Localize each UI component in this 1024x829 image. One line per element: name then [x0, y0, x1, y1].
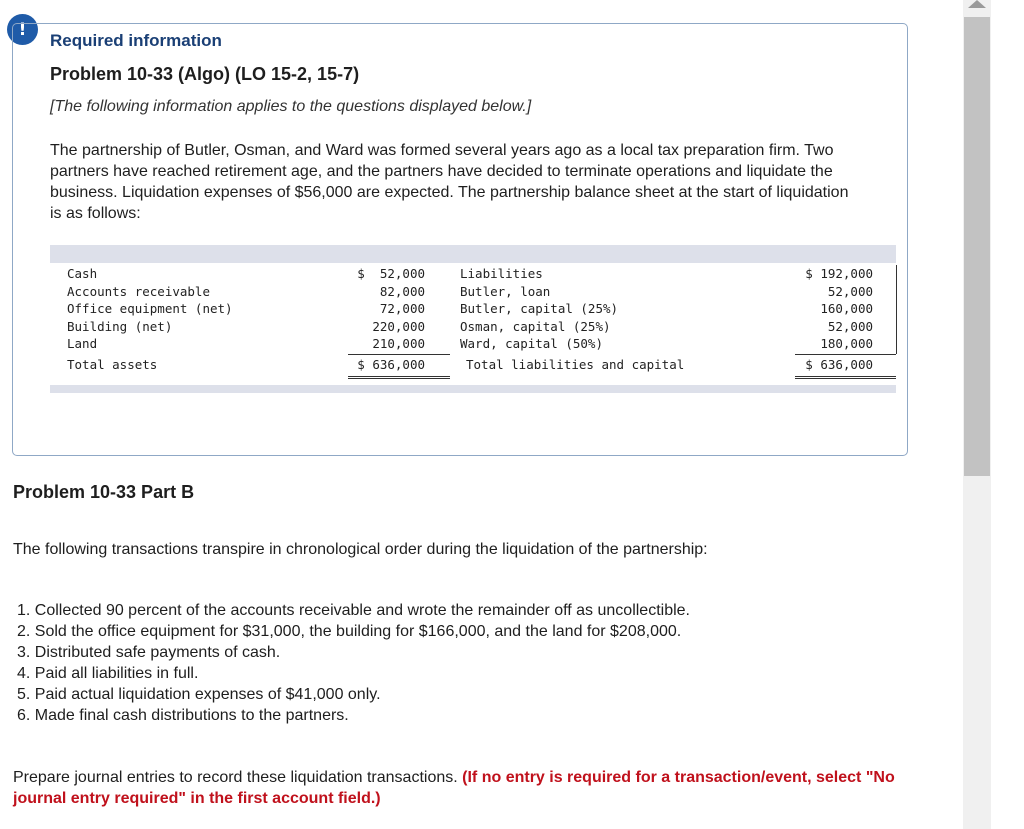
total-assets-label: Total assets	[67, 357, 158, 372]
scrollbar-thumb[interactable]	[964, 17, 990, 476]
instruction-hint: (If no entry is required for a transaction/event, select "No journal entry required" in the first account field.)	[13, 769, 895, 807]
list-item: 1. Collected 90 percent of the accounts receivable and wrote the remainder off as uncollectible.	[17, 602, 690, 619]
liability-values	[795, 265, 873, 353]
journal-instruction	[13, 767, 933, 809]
applies-note: [The following information applies to the questions displayed below.]	[50, 98, 532, 115]
liability-label: Butler, loan	[460, 283, 551, 299]
list-item: 4. Paid all liabilities in full.	[17, 665, 199, 682]
liability-value: $ 192,000	[805, 266, 873, 281]
asset-value: 220,000	[372, 318, 425, 334]
asset-label: Accounts receivable	[67, 283, 210, 299]
liability-label: Osman, capital (25%)	[460, 318, 611, 334]
liability-value: 52,000	[827, 318, 873, 334]
liabilities-total-double-rule	[795, 376, 896, 379]
liabilities-subtotal-rule	[795, 354, 896, 355]
list-item: 3. Distributed safe payments of cash.	[17, 644, 281, 661]
asset-label: Land	[67, 336, 98, 352]
list-item: 5. Paid actual liquidation expenses of $41,000 only.	[17, 686, 381, 703]
asset-value: 72,000	[379, 301, 425, 317]
asset-labels	[67, 265, 233, 353]
problem-title: Problem 10-33 (Algo) (LO 15-2, 15-7)	[50, 64, 360, 84]
total-assets-value: $ 636,000	[357, 357, 425, 372]
list-item: 6. Made final cash distributions to the partners.	[17, 707, 349, 724]
total-liabilities-label: Total liabilities and capital	[466, 357, 685, 372]
alert-icon: !	[7, 14, 38, 45]
liability-value: 160,000	[820, 301, 873, 317]
liability-value: 180,000	[820, 336, 873, 352]
asset-values	[348, 265, 425, 353]
liability-labels	[460, 265, 618, 353]
transaction-list	[13, 600, 690, 726]
scroll-up-icon[interactable]	[968, 0, 986, 8]
asset-value: 210,000	[372, 336, 425, 352]
liability-value: 52,000	[827, 283, 873, 299]
problem-description: The partnership of Butler, Osman, and Ward was formed several years ago as a local tax preparation firm. Two partners have reached retirement age, and the partners have decided to terminate operations and liquidate the business. Liquidation expenses of $56,000 are expected. The partnership balance sheet at the start of liquidation is as follows:	[50, 142, 849, 222]
balance-sheet-header-band	[50, 245, 896, 263]
asset-label: Cash	[67, 266, 98, 281]
liability-label: Butler, capital (25%)	[460, 301, 619, 317]
instruction-text: Prepare journal entries to record these liquidation transactions.	[13, 769, 458, 786]
part-title: Problem 10-33 Part B	[13, 482, 195, 502]
asset-value: 82,000	[379, 283, 425, 299]
liability-label: Liabilities	[460, 266, 543, 281]
liability-label: Ward, capital (50%)	[460, 336, 603, 352]
transactions-intro: The following transactions transpire in chronological order during the liquidation of the partnership:	[13, 541, 708, 558]
assets-subtotal-rule	[348, 354, 450, 355]
balance-sheet-footer-band	[50, 385, 896, 393]
assets-total-double-rule	[348, 376, 450, 379]
asset-label: Office equipment (net)	[67, 301, 233, 317]
liabilities-column-rule	[896, 265, 897, 354]
asset-value: $ 52,000	[357, 266, 425, 281]
asset-label: Building (net)	[67, 318, 173, 334]
list-item: 2. Sold the office equipment for $31,000, the building for $166,000, and the land for $208,000.	[17, 623, 682, 640]
required-information-heading: Required information	[50, 31, 222, 50]
total-liabilities-value: $ 636,000	[805, 357, 873, 372]
